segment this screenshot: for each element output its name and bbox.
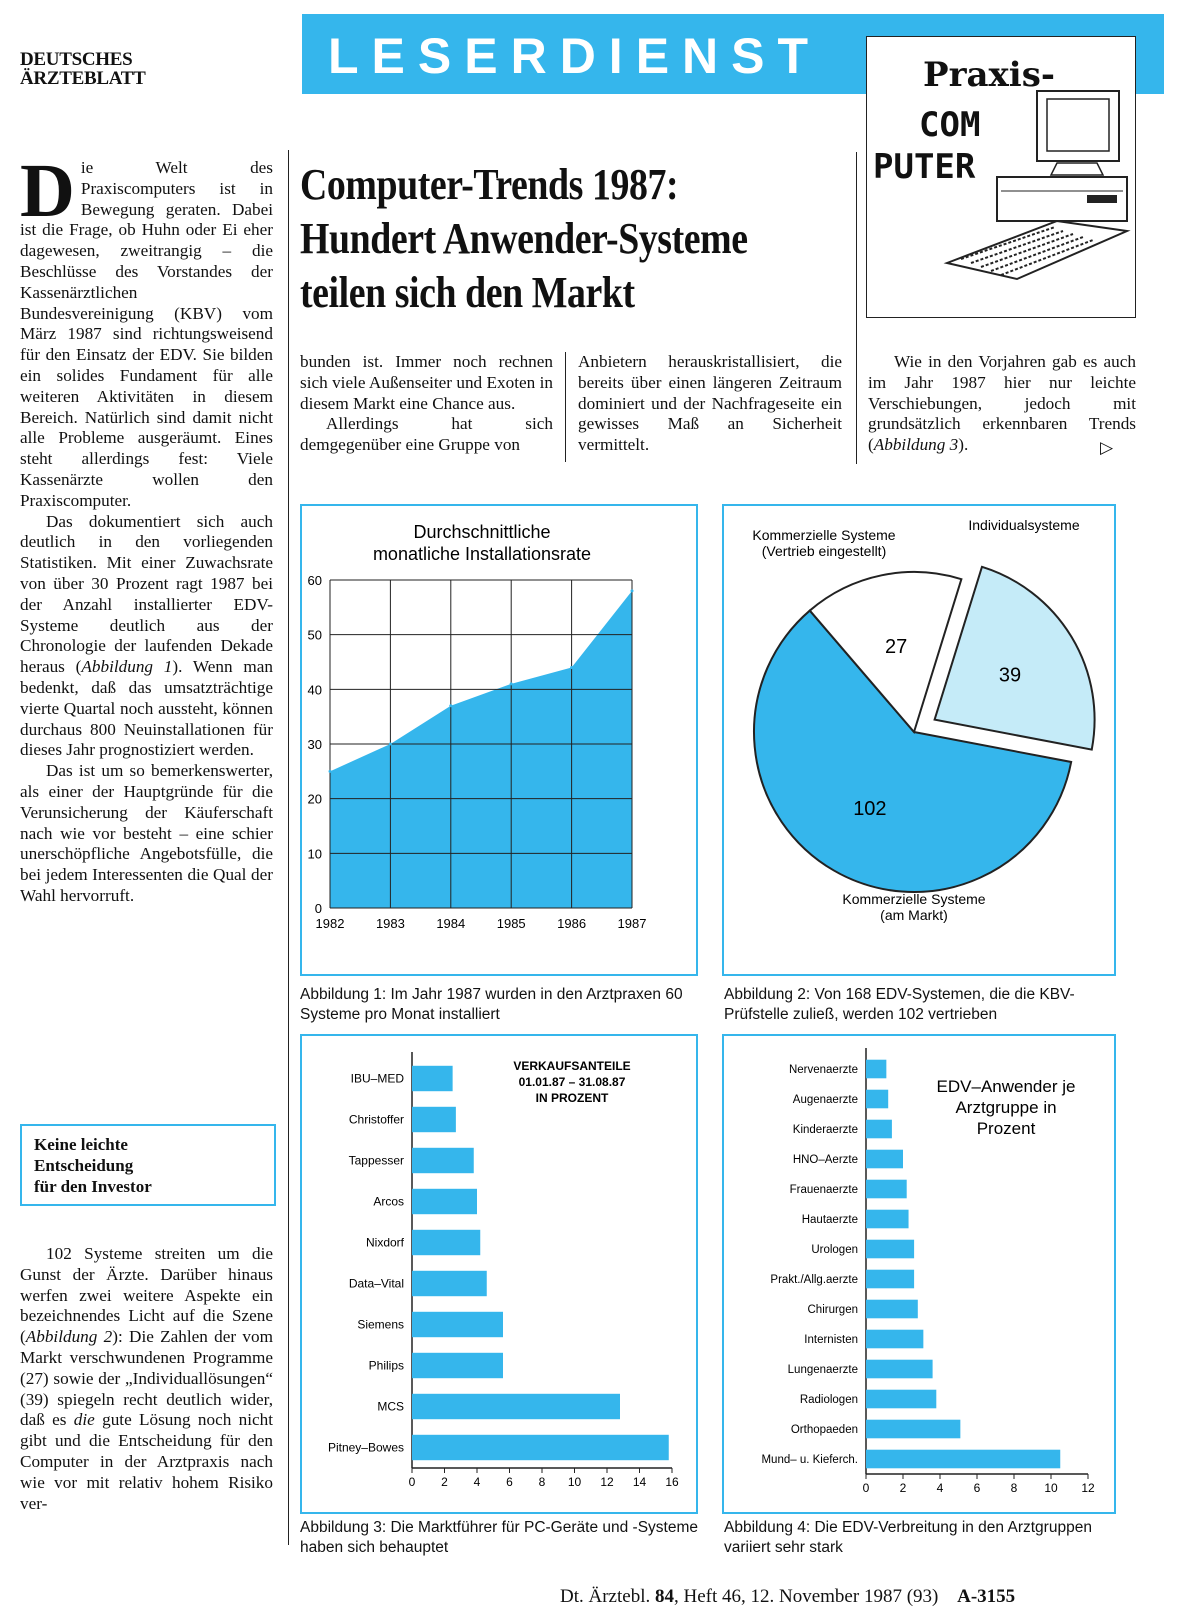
- category-label: Siemens: [357, 1317, 404, 1332]
- figure-reference: Abbildung 1: [81, 657, 173, 677]
- category-label: MCS: [377, 1399, 404, 1414]
- specialty-usage-bar-chart: [724, 1036, 1114, 1512]
- drop-cap: D: [20, 149, 75, 233]
- chart-title: 01.01.87 – 31.08.87: [518, 1075, 626, 1089]
- installation-rate-chart: [302, 506, 696, 974]
- slice-value-label: 39: [998, 664, 1022, 687]
- bar: [866, 1360, 933, 1379]
- x-tick-label: 10: [1044, 1481, 1058, 1495]
- subheading: [34, 1134, 152, 1197]
- category-label: Orthopaeden: [790, 1424, 858, 1436]
- x-tick-label: 4: [936, 1481, 944, 1495]
- slice-name-label: (am Markt): [880, 907, 948, 923]
- x-tick-label: 10: [567, 1475, 582, 1489]
- column-rule: [288, 150, 289, 1545]
- data-point: [389, 743, 392, 746]
- category-label: Mund– u. Kieferch.: [761, 1454, 858, 1466]
- category-label: Nervenaerzte: [788, 1064, 858, 1076]
- x-tick-label: 0: [408, 1475, 416, 1489]
- logo-line3: PUTER: [873, 147, 976, 187]
- masthead-line1: DEUTSCHES: [20, 49, 133, 70]
- category-label: Tappesser: [348, 1153, 404, 1168]
- headline-line: teilen sich den Markt: [300, 268, 635, 317]
- figure-4-caption: Abbildung 4: Die EDV-Verbreitung in den Arztgruppen variiert sehr stark: [724, 1519, 1092, 1556]
- subheading-line: Entscheidung: [34, 1156, 134, 1175]
- paragraph: Allerdings hat sich demgegenüber eine Gruppe von: [300, 414, 553, 455]
- category-label: Pitney–Bowes: [327, 1440, 404, 1455]
- page-number: A-3155: [957, 1586, 1016, 1607]
- bar: [412, 1312, 503, 1337]
- figure-2-panel: [722, 504, 1116, 976]
- bar: [866, 1390, 936, 1409]
- journal-name: Dt. Ärztebl.: [560, 1586, 651, 1607]
- headline-line: Hundert Anwender-Systeme: [300, 214, 748, 263]
- category-label: HNO–Aerzte: [792, 1154, 858, 1166]
- bar: [412, 1230, 480, 1255]
- x-tick-label: 6: [973, 1481, 981, 1495]
- page-footer: [560, 1586, 1015, 1608]
- praxis-computer-logo: [866, 36, 1136, 318]
- y-tick-label: 40: [307, 682, 322, 698]
- x-tick-label: 8: [1010, 1481, 1018, 1495]
- category-label: Internisten: [804, 1334, 858, 1346]
- slice-value-label: 27: [885, 635, 908, 658]
- text: Wie in den Vorjahren gab es auch im Jahr 1987 hier nur leichte Verschiebungen, jedoch mit grundsätzlich erkennbaren Trends (: [868, 352, 1136, 455]
- slice-name-label: Kommerzielle Systeme: [752, 527, 896, 543]
- x-tick-label: 1986: [557, 916, 587, 931]
- intro-paragraph: [20, 149, 273, 512]
- continue-arrow-icon: ▷: [1100, 438, 1114, 457]
- logo-line2: COM: [919, 105, 981, 145]
- text: ): Die Zahlen der vom Markt verschwundenen Programme (27) sowie der „Individuallösungen“ (39) spiegeln recht deutlich wider, daß es: [20, 1327, 273, 1430]
- area-series: [330, 591, 632, 908]
- intro-text: ie Welt des Praxiscomputers ist in Bewegung geraten. Dabei ist die Frage, ob Huhn oder Ei eher dagewesen, zweitrangig – die Beschlüsse des Vorstandes der Kassenärztlichen Bundesvereinigung (KBV) vom März 1987 sind richtungsweisend für den Einsatz der EDV. Sie bilden ein solides Fundament für alle weiteren Aktivitäten in diesem Bereich. Natürlich sind damit nicht alle Probleme ausgeräumt. Eines steht allerdings fest: Viele Kassenärzte wollen den Praxiscomputer.: [20, 158, 273, 510]
- bar: [866, 1090, 888, 1109]
- bar: [412, 1107, 456, 1132]
- category-label: Hautaerzte: [801, 1214, 858, 1226]
- column-4: [868, 352, 1136, 456]
- data-point: [570, 666, 573, 669]
- y-tick-label: 0: [314, 901, 322, 916]
- issue-info: , Heft 46, 12. November 1987 (93): [673, 1586, 939, 1607]
- masthead: [20, 50, 145, 88]
- paragraph: Anbietern herauskristallisiert, die bereits über einen längeren Zeitraum dominiert und der Nachfrageseite ein gewisses Maß an Sicherheit vermittelt.: [578, 352, 842, 455]
- masthead-line2: ÄRZTEBLATT: [20, 68, 146, 89]
- bar: [412, 1435, 669, 1460]
- category-label: Christoffer: [348, 1112, 404, 1127]
- volume: 84: [654, 1586, 674, 1607]
- x-tick-label: 1983: [375, 916, 405, 931]
- paragraph: [20, 512, 273, 762]
- left-column-part1: [20, 149, 273, 907]
- bar: [866, 1330, 923, 1349]
- category-label: Frauenaerzte: [789, 1184, 858, 1196]
- slice-value-label: 102: [853, 798, 887, 821]
- slice-name-label: (Vertrieb eingestellt): [761, 543, 887, 559]
- text: ).: [958, 435, 969, 455]
- figure-reference: Abbildung 2: [25, 1327, 113, 1347]
- y-tick-label: 20: [307, 791, 322, 807]
- x-tick-label: 12: [1081, 1481, 1095, 1495]
- data-point: [631, 589, 634, 592]
- bar: [412, 1353, 503, 1378]
- system-share-pie: [724, 506, 1114, 974]
- chart-title: IN PROZENT: [535, 1091, 609, 1105]
- bar: [412, 1189, 477, 1214]
- x-tick-label: 1985: [496, 916, 526, 931]
- category-label: Radiologen: [799, 1394, 858, 1406]
- bar: [412, 1394, 620, 1419]
- x-tick-label: 1982: [315, 916, 345, 931]
- logo-line1: Praxis-: [923, 55, 1055, 95]
- figure-1-panel: [300, 504, 698, 976]
- column-2: [300, 352, 553, 456]
- text: 102 Systeme streiten um die Gunst der Ärzte. Darüber hinaus werfen zwei weitere Aspekte ein bezeichnendes Licht auf die Szene (: [20, 1244, 273, 1347]
- paragraph: [20, 1244, 273, 1514]
- subheading-line: für den Investor: [34, 1177, 152, 1196]
- x-tick-label: 0: [862, 1481, 870, 1495]
- bar: [866, 1240, 914, 1259]
- subheading-box: [20, 1124, 276, 1206]
- x-tick-label: 2: [899, 1481, 907, 1495]
- subheading-line: Keine leichte: [34, 1135, 128, 1154]
- paragraph: [868, 352, 1136, 456]
- bar: [866, 1300, 918, 1319]
- data-point: [329, 770, 332, 773]
- text: Das dokumentiert sich auch deutlich in den vorliegenden Statistiken. Mit einer Zuwachsrate von über 30 Prozent ragt 1987 bei der Anzahl installierter EDV-Systeme deutlich aus der Chronologie der laufenden Dekade heraus (: [20, 511, 273, 677]
- y-tick-label: 50: [307, 627, 322, 643]
- figure-3-caption: Abbildung 3: Die Marktführer für PC-Geräte und -Systeme haben sich behauptet: [300, 1519, 699, 1556]
- x-tick-label: 14: [632, 1475, 647, 1489]
- bar: [866, 1150, 903, 1169]
- figure-2-caption: Abbildung 2: Von 168 EDV-Systemen, die die KBV-Prüfstelle zuließ, werden 102 vertrieben: [724, 986, 1075, 1023]
- x-tick-label: 16: [665, 1475, 679, 1489]
- figure-1-caption: Abbildung 1: Im Jahr 1987 wurden in den Arztpraxen 60 Systeme pro Monat installiert: [300, 986, 683, 1023]
- bar: [412, 1066, 453, 1091]
- figure-4-panel: [722, 1034, 1116, 1514]
- category-label: Kinderaerzte: [792, 1124, 858, 1136]
- article-headline: [300, 158, 764, 320]
- x-tick-label: 2: [441, 1475, 448, 1489]
- column-rule: [856, 152, 857, 464]
- section-title: LESERDIENST: [328, 28, 822, 84]
- x-tick-label: 1987: [617, 916, 647, 931]
- bar: [866, 1420, 960, 1439]
- paragraph: Das ist um so bemerkenswerter, als einer der Hauptgründe für die Verunsicherung der Käuferschaft nach wie vor besteht – eine schier unerschöpfliche Angebotsfülle, die bei jedem Interessenten die Qual der Wahl hervorruft.: [20, 761, 273, 905]
- figure-reference: Abbildung 3: [873, 435, 959, 455]
- figure-3-panel: [300, 1034, 698, 1514]
- bar: [866, 1180, 907, 1199]
- data-point: [449, 704, 452, 707]
- category-label: IBU–MED: [350, 1071, 404, 1086]
- column-3: [578, 352, 842, 456]
- headline-line: Computer-Trends 1987:: [300, 160, 679, 209]
- text: gute Lösung noch nicht gibt und die Entscheidung für den Computer in der Arztpraxis nach wie vor mit relativ hohem Risiko ver-: [20, 1410, 273, 1513]
- chart-title: monatliche Installationsrate: [372, 544, 592, 564]
- left-column-part2: [20, 1244, 273, 1514]
- slice-name-label: Kommerzielle Systeme: [842, 891, 986, 907]
- y-tick-label: 30: [307, 737, 322, 752]
- y-tick-label: 60: [307, 573, 322, 588]
- chart-title: Arztgruppe in: [955, 1098, 1057, 1117]
- bar: [412, 1271, 487, 1296]
- slice-name-label: Individualsysteme: [968, 517, 1080, 533]
- text: ). Wenn man bedenkt, daß das umsatzträchtige vierte Quartal noch aussteht, können durchaus 800 Neuinstallationen für dieses Jahr prognostiziert werden.: [20, 657, 273, 760]
- column-rule: [565, 352, 566, 462]
- paragraph: bunden ist. Immer noch rechnen sich viele Außenseiter und Exoten in diesem Markt eine Chance aus.: [300, 352, 553, 413]
- bar: [412, 1148, 474, 1173]
- market-share-bar-chart: [302, 1036, 696, 1512]
- bar: [866, 1120, 892, 1139]
- x-tick-label: 6: [506, 1475, 513, 1489]
- chart-title: EDV–Anwender je: [936, 1077, 1076, 1096]
- chart-title: Durchschnittliche: [413, 522, 551, 542]
- y-tick-label: 10: [307, 846, 322, 862]
- category-label: Chirurgen: [807, 1304, 858, 1316]
- chart-title: VERKAUFSANTEILE: [513, 1059, 631, 1073]
- x-tick-label: 12: [600, 1475, 614, 1489]
- x-tick-label: 4: [473, 1475, 481, 1489]
- category-label: Prakt./Allg.aerzte: [770, 1274, 858, 1286]
- x-tick-label: 8: [538, 1475, 546, 1489]
- chart-title: Prozent: [976, 1119, 1036, 1138]
- category-label: Lungenaerzte: [787, 1364, 858, 1376]
- category-label: Augenaerzte: [792, 1094, 858, 1106]
- category-label: Nixdorf: [365, 1235, 404, 1250]
- pie-slice: [935, 567, 1095, 750]
- category-label: Philips: [368, 1358, 404, 1373]
- bar: [866, 1060, 886, 1079]
- data-point: [510, 682, 513, 685]
- category-label: Urologen: [811, 1244, 858, 1256]
- emphasis: die: [73, 1410, 95, 1430]
- category-label: Data–Vital: [348, 1276, 404, 1291]
- bar: [866, 1270, 914, 1289]
- category-label: Arcos: [373, 1194, 404, 1209]
- bar: [866, 1450, 1060, 1469]
- x-tick-label: 1984: [436, 916, 466, 931]
- bar: [866, 1210, 909, 1229]
